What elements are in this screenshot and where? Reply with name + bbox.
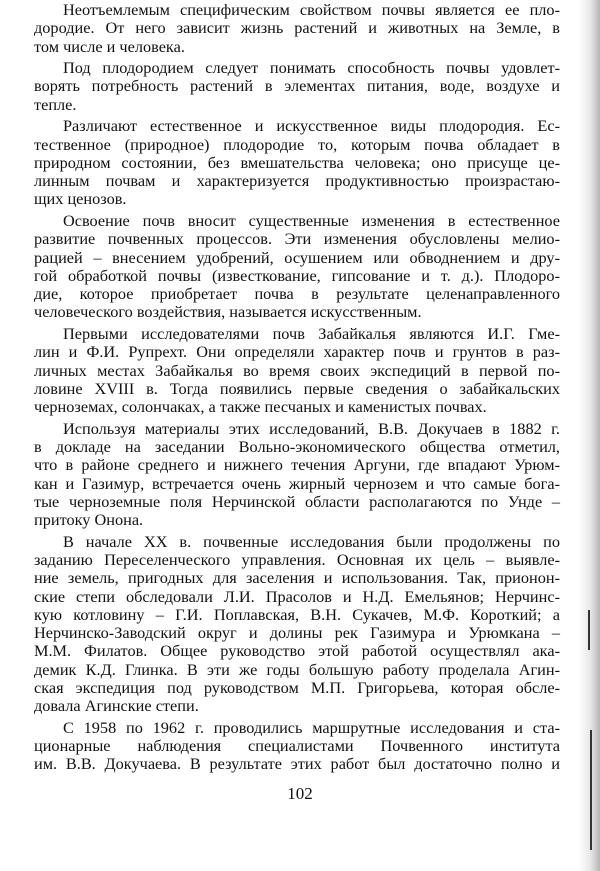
text-line: личных местах Забайкалья во время своих экспедиций в первой по-	[34, 360, 560, 380]
text-line: довала Агинские степи.	[34, 696, 199, 716]
text-line: ская экспедиция под руководством М.П. Григорьева, которая обсле-	[34, 678, 560, 697]
text-line: М.М. Филатов. Общее руководство этой работой осуществлял ака-	[34, 641, 560, 661]
scan-artifact	[588, 610, 590, 650]
text-line: рацией – внесением удобрений, осушением или обводнением и дру-	[34, 247, 560, 267]
text-line: Используя материалы этих исследований, В.В. Докучаев в 1882 г.	[63, 418, 560, 438]
text-line: том числе и человека.	[34, 36, 185, 56]
text-line: Первыми исследователями почв Забайкалья являются И.Г. Гме-	[63, 323, 560, 343]
page-number: 102	[287, 784, 313, 803]
text-line: Под плодородием следует понимать способность почвы удовлет-	[63, 58, 560, 78]
text-line: притоку Онона.	[34, 510, 144, 530]
text-line: кан и Газимур, встречается очень жирный чернозем и что самые бога-	[34, 473, 560, 493]
text-line: в докладе на заседании Вольно-экономического общества отметил,	[34, 436, 560, 456]
text-line: кую котловину – Г.И. Поплавская, В.Н. Сукачев, М.Ф. Короткий; а	[34, 604, 560, 624]
text-line: тепле.	[34, 94, 77, 114]
text-line: черноземах, солончаках, а также песчаных и каменистых почвах.	[34, 397, 487, 417]
text-line: Неотъемлемым специфическим свойством почвы является ее пло-	[63, 0, 560, 19]
text-line: Нерчинско-Заводский округ и долины рек Газимура и Урюмкана –	[34, 623, 560, 643]
text-line: гой обработкой почвы (известкование, гипсование и т. д.). Плодоро-	[34, 265, 560, 285]
text-line: демик К.Д. Глинка. В эти же годы большую работу проделала Агин-	[34, 659, 560, 679]
text-line: природном состоянии, без вмешательства человека; оно присуще це-	[34, 152, 560, 172]
text-line: ционарные наблюдения специалистами Почвенного института	[34, 736, 560, 756]
text-line: тественное (природное) плодородие то, которым почва обладает в	[34, 134, 560, 154]
text-line: С 1958 по 1962 г. проводились маршрутные исследования и ста-	[63, 717, 560, 737]
text-line: лин и Ф.И. Рупрехт. Они определяли характер почв и грунтов в раз-	[34, 342, 560, 362]
text-line: ловине XVIII в. Тогда появились первые сведения о забайкальских	[34, 378, 560, 398]
text-line: щих ценозов.	[34, 189, 127, 209]
text-line: В начале XX в. почвенные исследования были продолжены по	[63, 531, 560, 551]
text-line: Освоение почв вносит существенные изменения в естественное	[63, 210, 560, 230]
text-line: человеческого воздействия, называется искусственным.	[34, 302, 422, 322]
text-line: ние земель, пригодных для заселения и использования. Так, прионон-	[34, 568, 560, 588]
text-line: Различают естественное и искусственное виды плодородия. Ес-	[63, 116, 560, 136]
text-line: дие, которое приобретает почва в результате целенаправленного	[34, 284, 560, 304]
text-line: ворять потребность растений в элементах питания, воде, воздухе и	[34, 76, 560, 96]
text-line: дородие. От него зависит жизнь растений и животных на Земле, в	[34, 18, 560, 38]
text-line: линным почвам и характеризуется продуктивностью произрастаю-	[34, 171, 560, 191]
scan-shadow-edge	[578, 0, 600, 871]
text-line: ские степи обследовали Л.И. Прасолов и Н.Д. Емельянов; Нерчинс-	[34, 586, 560, 606]
text-line: им. В.В. Докучаева. В результате этих работ был достаточно полно и	[34, 754, 560, 774]
text-line: развитие почвенных процессов. Эти изменения обусловлены мелио-	[34, 229, 560, 249]
text-line: заданию Переселенческого управления. Основная их цель – выявле-	[34, 549, 560, 569]
text-line: тые черноземные поля Нерчинской области располагаются по Унде –	[34, 491, 560, 511]
text-line: что в районе среднего и нижнего течения Аргуни, где впадают Урюм-	[34, 455, 560, 475]
